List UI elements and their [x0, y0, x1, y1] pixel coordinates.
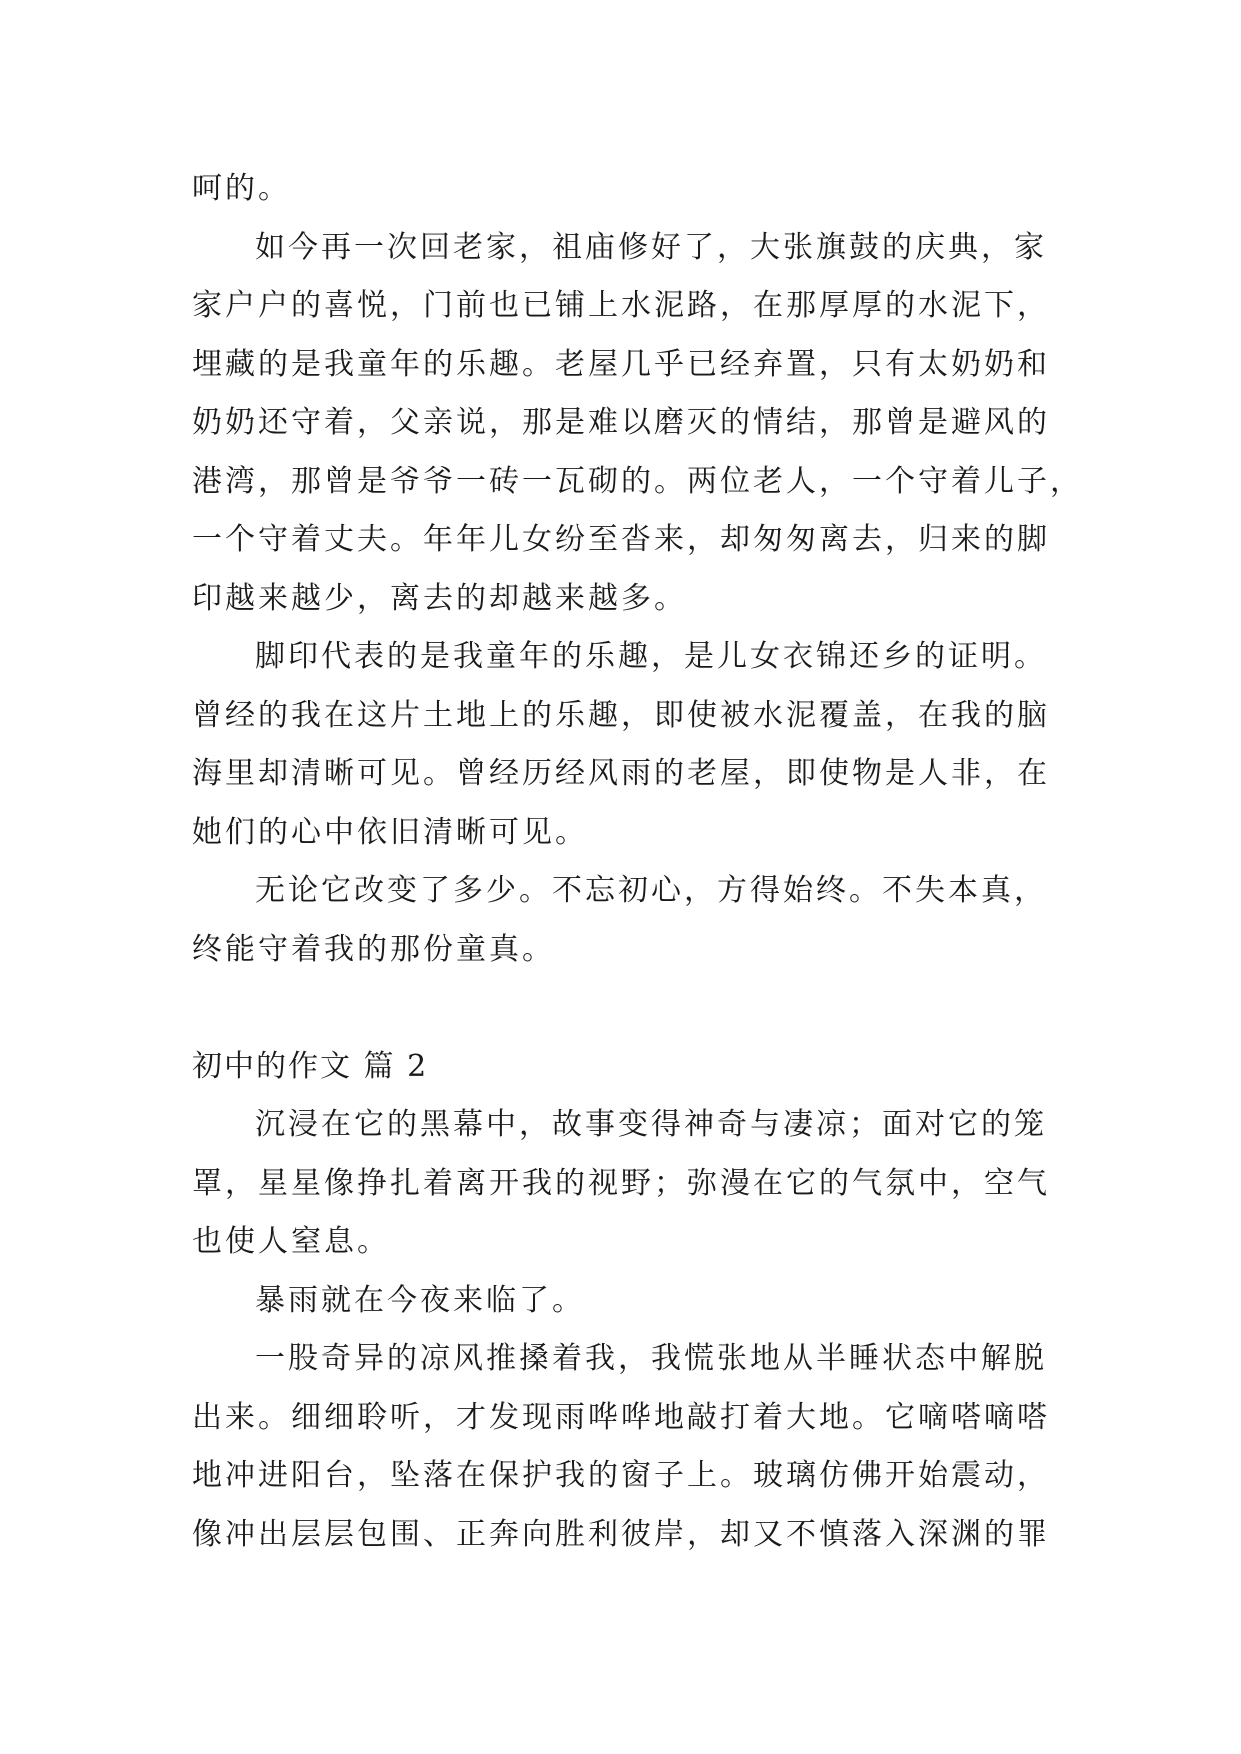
paragraph-first-line: 脚印代表的是我童年的乐趣，是儿女衣锦还乡的证明。: [255, 639, 1047, 674]
text-line: 奶奶还守着，父亲说，那是难以磨灭的情结，那曾是避风的: [192, 405, 1050, 440]
section-heading: 初中的作文 篇 2: [192, 1048, 429, 1084]
text-line: 像冲出层层包围、正奔向胜利彼岸，却又不慎落入深渊的罪: [192, 1516, 1050, 1552]
text-line: 也使人窒息。: [192, 1224, 390, 1259]
text-line: 出来。细细聆听，才发现雨哗哗地敲打着大地。它嘀嗒嘀嗒: [192, 1399, 1050, 1435]
text-line: 地冲进阳台，坠落在保护我的窗子上。玻璃仿佛开始震动，: [192, 1458, 1050, 1493]
paragraph-first-line: 一股奇异的凉风推搡着我，我慌张地从半睡状态中解脱: [255, 1341, 1047, 1376]
text-line: 她们的心中依旧清晰可见。: [192, 814, 588, 850]
paragraph-first-line: 沉浸在它的黑幕中，故事变得神奇与凄凉；面对它的笼: [255, 1107, 1047, 1142]
text-line: 印越来越少，离去的却越来越多。: [192, 580, 687, 616]
text-line: 曾经的我在这片土地上的乐趣，即使被水泥覆盖，在我的脑: [192, 697, 1050, 733]
text-line: 港湾，那曾是爷爷一砖一瓦砌的。两位老人，一个守着儿子，: [192, 463, 1083, 499]
text-line: 罩，星星像挣扎着离开我的视野；弥漫在它的气氛中，空气: [192, 1165, 1050, 1201]
text-line: 家户户的喜悦，门前也已铺上水泥路，在那厚厚的水泥下，: [192, 288, 1050, 323]
document-body: [192, 160, 1083, 1564]
text-line: 呵的。: [192, 171, 291, 206]
text-line: 终能守着我的那份童真。: [192, 931, 555, 967]
text-line: 一个守着丈夫。年年儿女纷至沓来，却匆匆离去，归来的脚: [192, 522, 1050, 557]
blank-line: [192, 979, 1072, 1038]
paragraph-first-line: 如今再一次回老家，祖庙修好了，大张旗鼓的庆典，家: [255, 229, 1047, 265]
paragraph-first-line: 无论它改变了多少。不忘初心，方得始终。不失本真，: [255, 873, 1047, 908]
paragraph-first-line: 暴雨就在今夜来临了。: [255, 1282, 585, 1318]
text-line: 埋藏的是我童年的乐趣。老屋几乎已经弃置，只有太奶奶和: [192, 346, 1050, 382]
text-line: 海里却清晰可见。曾经历经风雨的老屋，即使物是人非，在: [192, 756, 1050, 791]
